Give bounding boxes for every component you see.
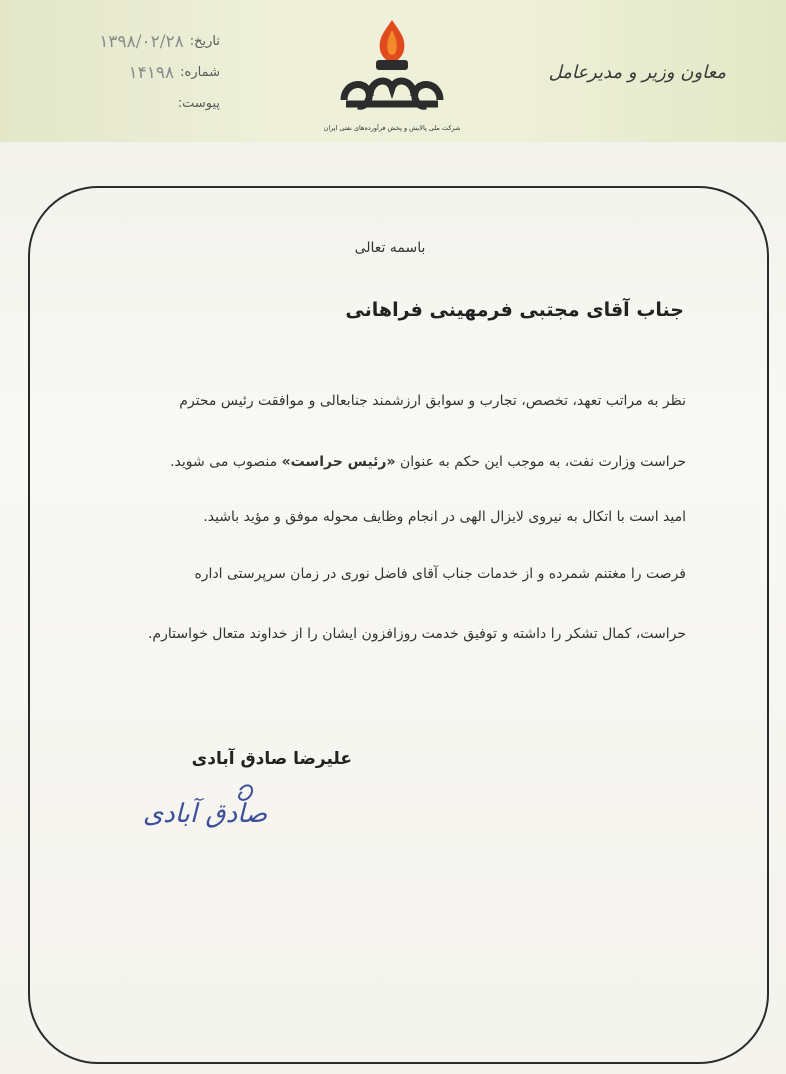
addressee: جناب آقای مجتبی فرمهینی فراهانی	[345, 299, 684, 321]
date-label: تاریخ:	[189, 34, 220, 49]
number-label: شماره:	[180, 65, 220, 80]
letter-meta	[40, 26, 220, 119]
salutation: باسمه تعالی	[354, 240, 426, 256]
signature	[130, 770, 280, 850]
body-line-4: فرصت را مغتنم شمرده و از خدمات جناب آقای فاضل نوری در زمان سرپرستی اداره	[194, 566, 686, 582]
company-logo	[323, 14, 461, 140]
attachment-label: پیوست:	[177, 96, 220, 111]
office-title: معاون وزیر و مدیرعامل	[548, 62, 726, 83]
body-line-3: امید است با اتکال به نیروی لایزال الهی در انجام وظایف محوله موفق و مؤید باشید.	[203, 509, 686, 525]
number-row	[40, 57, 220, 88]
attachment-row	[40, 88, 220, 119]
date-value: ۱۳۹۸/۰۲/۲۸	[99, 31, 184, 52]
position-title: «رئیس حراست»	[281, 454, 396, 470]
body-line-2-text: حراست وزارت نفت، به موجب این حکم به عنوان	[399, 454, 686, 470]
body-line-2	[170, 454, 686, 470]
body-line-5: حراست، کمال تشکر را داشته و توفیق خدمت روزافزون ایشان را از خداوند متعال خواستارم.	[147, 626, 686, 642]
signer-name: علیرضا صادق آبادی	[191, 749, 352, 769]
number-value: ۱۴۱۹۸	[128, 62, 175, 83]
date-row	[40, 26, 220, 57]
company-name: شرکت ملی پالایش و پخش فرآورده‌های نفتی ایران	[323, 124, 461, 132]
signature-text: صادق آبادی	[142, 799, 268, 829]
body-line-2-end: منصوب می شوید.	[170, 454, 278, 470]
body-line-1: نظر به مراتب تعهد، تخصص، تجارب و سوابق ارزشمند جنابعالی و موافقت رئیس محترم	[179, 393, 686, 409]
